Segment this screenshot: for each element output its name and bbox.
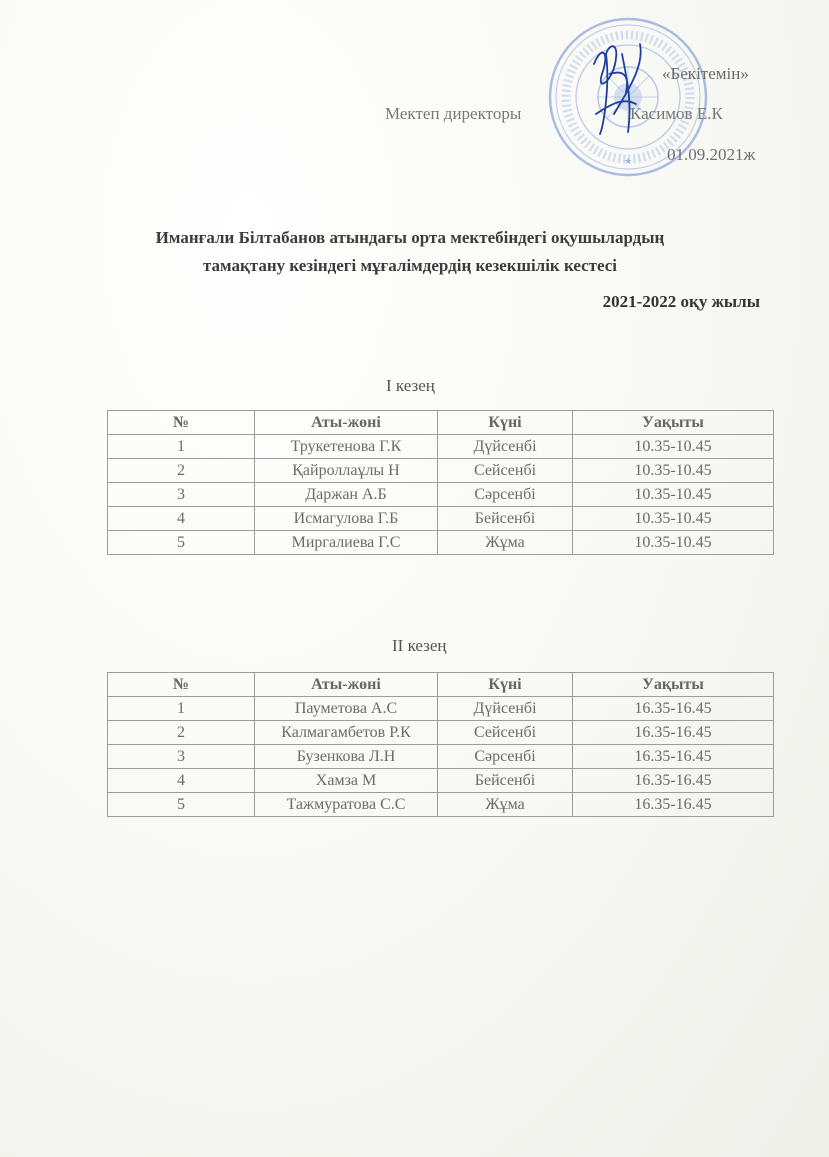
time-slot: 10.35-10.45 <box>573 483 774 507</box>
teacher-name: Хамза М <box>255 769 438 793</box>
column-header-time: Уақыты <box>573 411 774 435</box>
approval-heading: «Бекітемін» <box>662 64 749 83</box>
time-slot: 10.35-10.45 <box>573 459 774 483</box>
time-slot: 16.35-16.45 <box>573 721 774 745</box>
table-row <box>108 507 774 531</box>
weekday: Сәрсенбі <box>438 483 573 507</box>
teacher-name: Трукетенова Г.К <box>255 435 438 459</box>
column-header-name: Аты-жөні <box>255 673 438 697</box>
row-number: 3 <box>108 745 255 769</box>
approval-date: 01.09.2021ж <box>667 145 756 164</box>
column-header-time: Уақыты <box>573 673 774 697</box>
time-slot: 16.35-16.45 <box>573 697 774 721</box>
row-number: 3 <box>108 483 255 507</box>
column-header-number: № <box>108 411 255 435</box>
table-row <box>108 745 774 769</box>
table-row <box>108 531 774 555</box>
table-row <box>108 459 774 483</box>
row-number: 4 <box>108 769 255 793</box>
row-number: 4 <box>108 507 255 531</box>
period-heading-1: I кезең <box>386 376 435 395</box>
teacher-name: Пауметова А.С <box>255 697 438 721</box>
time-slot: 16.35-16.45 <box>573 793 774 817</box>
director-name: Касимов Е.К <box>630 104 723 123</box>
table-row <box>108 793 774 817</box>
weekday: Сейсенбі <box>438 459 573 483</box>
document-title-line1: Иманғали Білтабанов атындағы орта мектебіндегі оқушылардың <box>155 228 665 247</box>
row-number: 2 <box>108 721 255 745</box>
column-header-number: № <box>108 673 255 697</box>
teacher-name: Тажмуратова С.С <box>255 793 438 817</box>
period-heading-2: II кезең <box>392 636 447 655</box>
row-number: 5 <box>108 531 255 555</box>
weekday: Дүйсенбі <box>438 435 573 459</box>
time-slot: 10.35-10.45 <box>573 435 774 459</box>
row-number: 1 <box>108 697 255 721</box>
weekday: Жұма <box>438 793 573 817</box>
weekday: Дүйсенбі <box>438 697 573 721</box>
duty-table-period-1 <box>107 410 774 555</box>
row-number: 5 <box>108 793 255 817</box>
table-row <box>108 697 774 721</box>
duty-table-period-2 <box>107 672 774 817</box>
time-slot: 16.35-16.45 <box>573 769 774 793</box>
teacher-name: Миргалиева Г.С <box>255 531 438 555</box>
column-header-name: Аты-жөні <box>255 411 438 435</box>
weekday: Сейсенбі <box>438 721 573 745</box>
svg-text:★: ★ <box>623 157 633 167</box>
weekday: Сәрсенбі <box>438 745 573 769</box>
document-title-line2: тамақтану кезіндегі мұғалімдердің кезекшілік кестесі <box>202 256 618 275</box>
teacher-name: Даржан А.Б <box>255 483 438 507</box>
column-header-day: Күні <box>438 673 573 697</box>
academic-year: 2021-2022 оқу жылы <box>602 292 760 311</box>
table-header-row <box>108 673 774 697</box>
table-row <box>108 721 774 745</box>
table-row <box>108 483 774 507</box>
table-row <box>108 769 774 793</box>
table-header-row <box>108 411 774 435</box>
time-slot: 10.35-10.45 <box>573 531 774 555</box>
director-label: Мектеп директоры <box>385 104 522 123</box>
column-header-day: Күні <box>438 411 573 435</box>
time-slot: 10.35-10.45 <box>573 507 774 531</box>
teacher-name: Бузенкова Л.Н <box>255 745 438 769</box>
weekday: Бейсенбі <box>438 769 573 793</box>
table-row <box>108 435 774 459</box>
weekday: Жұма <box>438 531 573 555</box>
row-number: 1 <box>108 435 255 459</box>
row-number: 2 <box>108 459 255 483</box>
teacher-name: Қайроллаұлы Н <box>255 459 438 483</box>
time-slot: 16.35-16.45 <box>573 745 774 769</box>
teacher-name: Калмагамбетов Р.К <box>255 721 438 745</box>
weekday: Бейсенбі <box>438 507 573 531</box>
teacher-name: Исмагулова Г.Б <box>255 507 438 531</box>
